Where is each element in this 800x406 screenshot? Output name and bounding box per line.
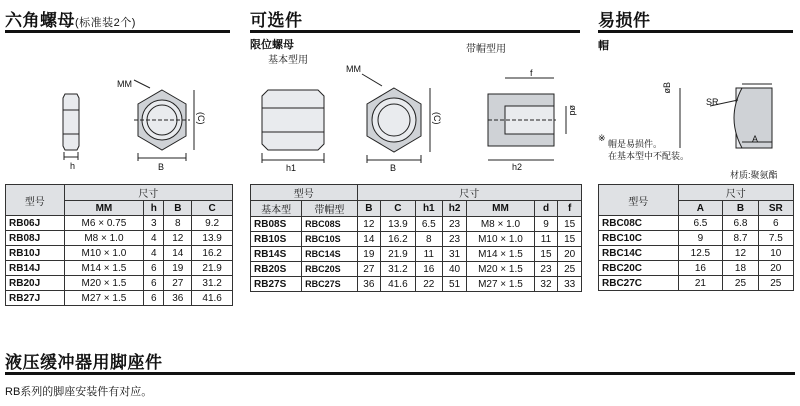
value-cell: M20 × 1.5 [467,262,534,277]
table3-col-2: SR [758,201,793,216]
stopper-nut-label: 限位螺母 [250,39,294,51]
mount-text: RB系列的脚座安装件有对应。 [5,386,153,398]
value-cell: M14 × 1.5 [467,247,534,262]
value-cell: M20 × 1.5 [64,276,144,291]
table-row [599,216,794,231]
value-cell: 11 [415,247,442,262]
table-row [6,246,233,261]
material-note: 材质:聚氨酯 [730,170,778,180]
value-cell: 36 [357,277,381,292]
model-cell: RB10S [251,232,302,247]
table3-col-0: A [678,201,723,216]
value-cell: 21 [678,276,723,291]
hex-nut-title-text: 六角螺母 [5,11,75,30]
model-cell: RB27J [6,291,65,306]
value-cell: 7.5 [758,231,793,246]
model-cell: RB14S [251,247,302,262]
t3-size-header: 尺寸 [678,185,793,201]
table2-col-6: f [558,201,582,217]
value-cell: 22 [415,277,442,292]
value-cell: 23 [534,262,558,277]
table1-col-1: h [144,201,164,216]
value-cell: 19 [164,261,192,276]
model-cell: RBC27S [302,277,357,292]
model-cell: RBC08C [599,216,679,231]
model-cell: RBC20S [302,262,357,277]
cap-sr-label: SR [706,97,719,107]
hexnut-mm-label: MM [117,79,132,89]
value-cell: 31.2 [192,276,233,291]
table-row [599,246,794,261]
hex-nut-title [5,6,136,31]
value-cell: 8 [164,216,192,231]
t2-size-header: 尺寸 [357,185,581,201]
table2-col-0: B [357,201,381,217]
value-cell: 6.5 [415,217,442,232]
value-cell: 11 [534,232,558,247]
value-cell: 23 [442,232,466,247]
value-cell: 16 [678,261,723,276]
value-cell: 6 [144,276,164,291]
value-cell: 51 [442,277,466,292]
hexnut-h-label: h [70,161,76,171]
value-cell: M10 × 1.0 [64,246,144,261]
value-cell: M10 × 1.0 [467,232,534,247]
value-cell: 6 [144,261,164,276]
value-cell: 14 [164,246,192,261]
value-cell: 27 [164,276,192,291]
value-cell: 12 [357,217,381,232]
drawings [0,60,800,180]
value-cell: 13.9 [381,217,415,232]
value-cell: 6 [144,291,164,306]
table-row [251,232,582,247]
cap-type-label: 带帽型用 [466,44,506,55]
basic-type-label: 基本型用 [268,55,308,66]
hexnut-b-label: B [158,162,165,172]
mount-rule [5,372,795,375]
table1-col-2: B [164,201,192,216]
hex-nut-table [5,184,233,306]
value-cell: 41.6 [381,277,415,292]
value-cell: 4 [144,231,164,246]
value-cell: 9 [534,217,558,232]
table-row [251,262,582,277]
value-cell: 10 [758,246,793,261]
cap-nut-section-drawing [488,78,566,160]
hex-nut-side-drawing [63,94,79,160]
table3-col-1: B [723,201,758,216]
value-cell: 20 [758,261,793,276]
cap-nut-f-label: f [530,68,533,78]
cap-drawing [680,84,772,148]
model-cell: RBC14C [599,246,679,261]
cap-nut-d-label: ød [568,105,578,116]
cap-label: 帽 [598,40,609,52]
hex-nut-subtitle: (标准装2个) [75,17,136,29]
model-cell: RB08S [251,217,302,232]
t2-basic-header: 基本型 [251,201,302,217]
table2-col-5: d [534,201,558,217]
value-cell: 12 [164,231,192,246]
table-row [6,216,233,231]
table2-col-4: MM [467,201,534,217]
model-cell: RBC08S [302,217,357,232]
note-line-2: 在基本型中不配装。 [608,151,690,161]
wear-parts-rule [598,30,793,33]
t2-cap-header: 带帽型 [302,201,357,217]
model-cell: RBC14S [302,247,357,262]
t2-model-header: 型号 [251,185,358,201]
mount-title: 液压缓冲器用脚座件 [5,353,163,372]
value-cell: 4 [144,246,164,261]
cap-nut-h2-label: h2 [512,162,523,172]
table2-col-3: h2 [442,201,466,217]
table-row [599,261,794,276]
model-cell: RBC20C [599,261,679,276]
value-cell: M8 × 1.0 [64,231,144,246]
table-row [251,277,582,292]
value-cell: 36 [164,291,192,306]
hexnut-c-label: (C) [196,112,206,125]
table-row [599,231,794,246]
value-cell: 6 [758,216,793,231]
value-cell: 25 [723,276,758,291]
table-row [6,261,233,276]
value-cell: 25 [558,262,582,277]
value-cell: 21.9 [381,247,415,262]
hex-nut-rule [5,30,230,33]
model-cell: RBC10S [302,232,357,247]
value-cell: M6 × 0.75 [64,216,144,231]
value-cell: 33 [558,277,582,292]
note-line-1: 帽是易损件。 [608,139,663,149]
value-cell: 31.2 [381,262,415,277]
table1-col-3: C [192,201,233,216]
value-cell: 12 [723,246,758,261]
value-cell: 27 [357,262,381,277]
value-cell: 16 [415,262,442,277]
value-cell: M14 × 1.5 [64,261,144,276]
stopper-nut-front-drawing [362,74,430,163]
value-cell: 13.9 [192,231,233,246]
stopper-mm-label: MM [346,64,361,74]
value-cell: 15 [558,232,582,247]
model-cell: RB06J [6,216,65,231]
value-cell: M8 × 1.0 [467,217,534,232]
value-cell: 8 [415,232,442,247]
value-cell: 23 [442,217,466,232]
t3-model-header: 型号 [599,185,679,216]
cap-b-label: øB [662,82,672,94]
value-cell: 15 [558,217,582,232]
t1-model-header: 型号 [6,185,65,216]
cap-table [598,184,794,291]
value-cell: 3 [144,216,164,231]
table-row [6,276,233,291]
value-cell: 21.9 [192,261,233,276]
t1-size-header: 尺寸 [64,185,232,201]
model-cell: RB10J [6,246,65,261]
value-cell: 18 [723,261,758,276]
value-cell: 20 [558,247,582,262]
model-cell: RB14J [6,261,65,276]
cap-note-lines [608,138,689,162]
note-mark: ※ [598,133,606,143]
value-cell: 25 [758,276,793,291]
hex-nut-front-drawing [134,80,194,161]
stopper-h1-label: h1 [286,163,297,173]
table2-col-1: C [381,201,415,217]
value-cell: 40 [442,262,466,277]
value-cell: 16.2 [192,246,233,261]
value-cell: 41.6 [192,291,233,306]
optional-rule [250,30,580,33]
value-cell: 8.7 [723,231,758,246]
table-row [6,231,233,246]
table-row [251,217,582,232]
value-cell: 16.2 [381,232,415,247]
value-cell: 9.2 [192,216,233,231]
table-row [251,247,582,262]
model-cell: RB20J [6,276,65,291]
cap-a-label: A [752,134,759,144]
table2-col-2: h1 [415,201,442,217]
value-cell: 6.8 [723,216,758,231]
table1-col-0: MM [64,201,144,216]
value-cell: 14 [357,232,381,247]
optional-table [250,184,582,292]
value-cell: 19 [357,247,381,262]
value-cell: 9 [678,231,723,246]
value-cell: M27 × 1.5 [467,277,534,292]
table-row [6,291,233,306]
value-cell: 15 [534,247,558,262]
value-cell: 12.5 [678,246,723,261]
value-cell: M27 × 1.5 [64,291,144,306]
optional-title: 可选件 [250,11,303,30]
model-cell: RBC27C [599,276,679,291]
value-cell: 31 [442,247,466,262]
stopper-c-label: (C) [432,112,442,125]
stopper-nut-side-drawing [262,90,324,163]
value-cell: 32 [534,277,558,292]
model-cell: RB08J [6,231,65,246]
model-cell: RBC10C [599,231,679,246]
model-cell: RB20S [251,262,302,277]
wear-parts-title: 易损件 [598,11,651,30]
stopper-b-label: B [390,163,397,173]
cap-note [598,132,606,144]
table-row [599,276,794,291]
value-cell: 6.5 [678,216,723,231]
model-cell: RB27S [251,277,302,292]
